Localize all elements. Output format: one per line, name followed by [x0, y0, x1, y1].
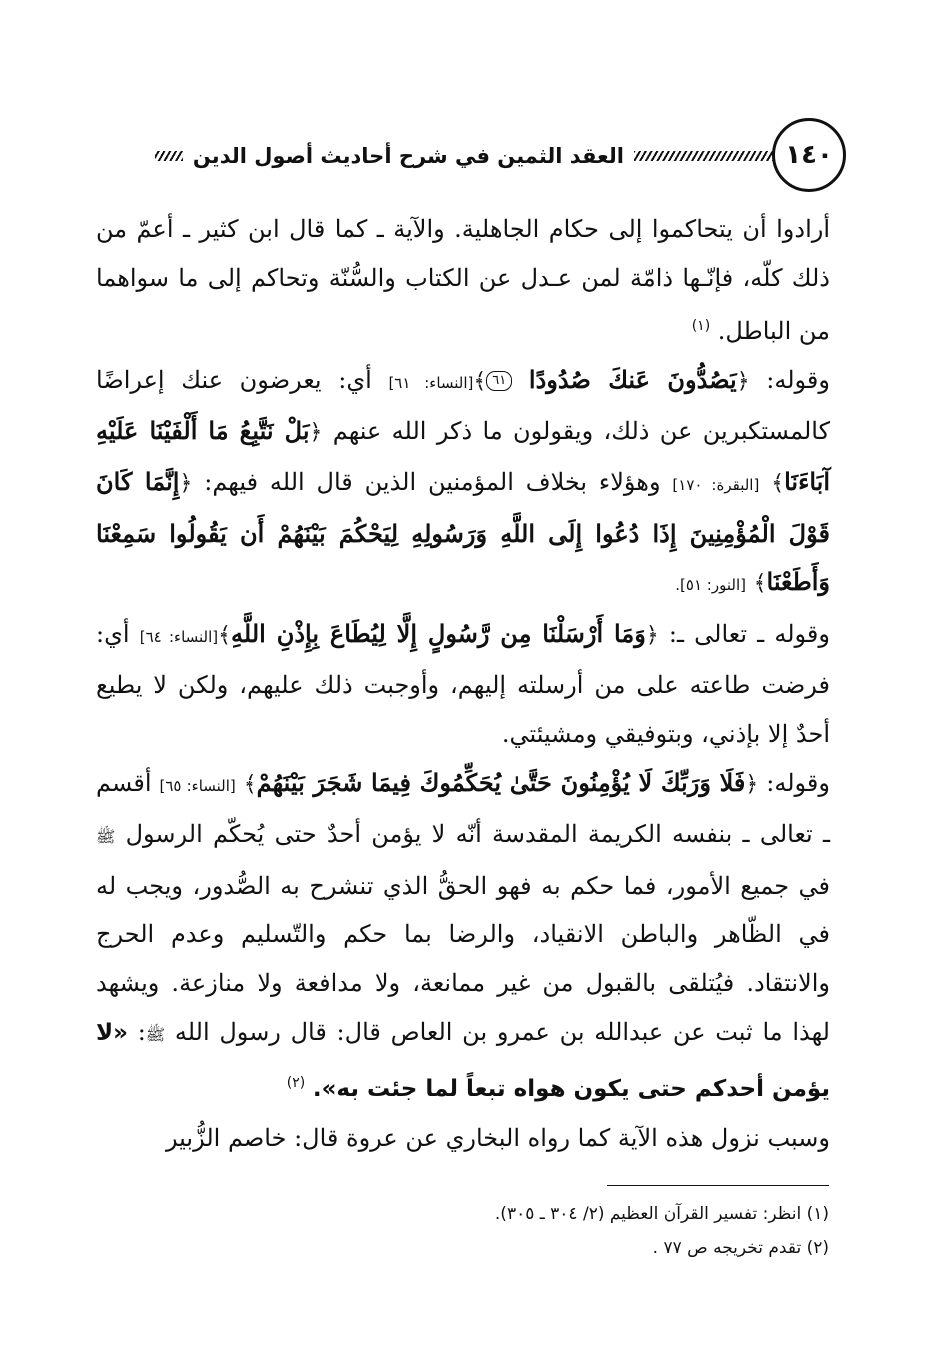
- paragraph-2-text-b: وهؤلاء بخلاف المؤمنين الذين قال الله فيهم:: [204, 467, 661, 496]
- paragraph-3: [96, 610, 830, 759]
- quran-verse: وَمَا أَرْسَلْنَا مِن رَّسُولٍ إِلَّا لِيُطَاعَ بِإِذْنِ اللَّهِ: [231, 618, 646, 648]
- surah-reference: [النساء: ٦٤]: [139, 627, 219, 646]
- main-text: [96, 205, 830, 1162]
- quran-verse: يَصُدُّونَ عَنكَ صُدُودًا: [528, 364, 737, 394]
- footnote-separator: [607, 1185, 829, 1186]
- footnote-2: (٢) تقدم تخريجه ص ٧٧ .: [652, 1238, 829, 1258]
- footnote-mark-1: (١): [691, 318, 711, 335]
- paragraph-3-lead: وقوله ـ تعالى ـ:: [668, 619, 830, 648]
- running-header: [86, 118, 846, 194]
- surah-reference: [النساء: ٦١]: [388, 373, 474, 392]
- quran-bracket-open: ﴿: [736, 368, 750, 394]
- salawat-symbol: ﷺ: [96, 827, 116, 847]
- paragraph-2-text-a: أي: يعرضون عنك إعراضًا كالمستكبرين عن ذلك، ويقولون ما ذكر الله عنهم: [96, 365, 830, 446]
- header-ornament-left: [155, 151, 183, 161]
- paragraph-2-lead: وقوله:: [766, 365, 830, 394]
- ayah-number: ٦١: [486, 371, 512, 391]
- surah-reference: [النور: ٥١].: [675, 576, 746, 595]
- quran-verse: فَلَا وَرَبِّكَ لَا يُؤْمِنُونَ حَتَّىٰ يُحَكِّمُوكَ فِيمَا شَجَرَ بَيْنَهُمْ: [256, 767, 746, 797]
- paragraph-4-text-b: في جميع الأمور، فما حكم به فهو الحقُّ الذي تنشرح به الصُّدور، ويجب له في الظّاهر والباطن الانقياد، والرضا بما حكم والتّسليم وعدم الحرج والانتقاد. فيُتلقى بالقبول من غير ممانعة، ولا مدافعة ولا منازعة. ويشهد لهذا ما ثبت عن عبدالله بن عمرو بن العاص قال: قال رسول الله: [96, 871, 830, 1046]
- footnote-mark-2: (٢): [286, 1075, 306, 1092]
- quran-bracket-close: ﴾: [753, 571, 767, 597]
- quran-bracket-open: ﴿: [309, 420, 323, 446]
- footnotes: [109, 1197, 829, 1265]
- paragraph-5-text: وسبب نزول هذه الآية كما رواه البخاري عن عروة قال: خاصم الزُّبير: [165, 1123, 830, 1152]
- paragraph-1-text: أرادوا أن يتحاكموا إلى حكام الجاهلية. والآية ـ كما قال ابن كثير ـ أعمّ من ذلك كلّه، فإنّـها ذامّة لمن عـدل عن الكتاب والسُّنّة وتحاكم إلى ما سواهما من الباطل.: [96, 215, 830, 346]
- paragraph-4: [96, 759, 830, 1114]
- quran-verse: إِنَّمَا كَانَ قَوْلَ الْمُؤْمِنِينَ إِذَا دُعُوا إِلَى اللَّهِ وَرَسُولِهِ لِيَحْكُمَ بَيْنَهُمْ أَن يَقُولُوا سَمِعْنَا وَأَطَعْنَا: [96, 466, 830, 597]
- quran-bracket-close: ﴾: [473, 368, 487, 394]
- salawat-symbol: ﷺ: [145, 1024, 166, 1044]
- paragraph-4-text-a: أقسم ـ تعالى ـ بنفسه الكريمة المقدسة أنّه لا يؤمن أحدٌ حتى يُحكّم الرسول: [96, 768, 830, 849]
- paragraph-2: [96, 356, 830, 610]
- page-number: ١٤٠: [772, 118, 846, 192]
- quran-bracket-open: ﴿: [179, 470, 193, 496]
- quran-bracket-close: ﴾: [218, 622, 232, 648]
- paragraph-3-text: أي: فرضت طاعته على من أرسلته إليهم، وأوجبت ذلك عليهم، ولكن لا يطيع أحدٌ إلا بإذني، وبتوفيقي ومشيئتي.: [96, 619, 830, 748]
- quran-bracket-open: ﴿: [645, 622, 659, 648]
- surah-reference: [النساء: ٦٥]: [159, 776, 236, 795]
- paragraph-5: [96, 1114, 830, 1163]
- footnote-1: (١) انظر: تفسير القرآن العظيم (٢/ ٣٠٤ ـ ٣٠٥).: [494, 1204, 829, 1224]
- surah-reference: [البقرة: ١٧٠]: [672, 475, 760, 494]
- quran-bracket-close: ﴾: [771, 470, 785, 496]
- header-band: [86, 138, 774, 174]
- hadith-text: «لا يؤمن أحدكم حتى يكون هواه تبعاً لما جئت به».: [96, 1019, 830, 1103]
- quran-bracket-close: ﴾: [243, 771, 257, 797]
- quran-verse: بَلْ نَتَّبِعُ مَا أَلْفَيْنَا عَلَيْهِ آبَاءَنَا: [96, 416, 831, 496]
- paragraph-1: [96, 205, 830, 356]
- paragraph-4-lead: وقوله:: [766, 768, 830, 797]
- header-ornament-right: [634, 151, 774, 161]
- running-title: العقد الثمين في شرح أحاديث أصول الدين: [192, 144, 624, 168]
- colon: :: [137, 1017, 146, 1046]
- quran-bracket-open: ﴿: [745, 771, 759, 797]
